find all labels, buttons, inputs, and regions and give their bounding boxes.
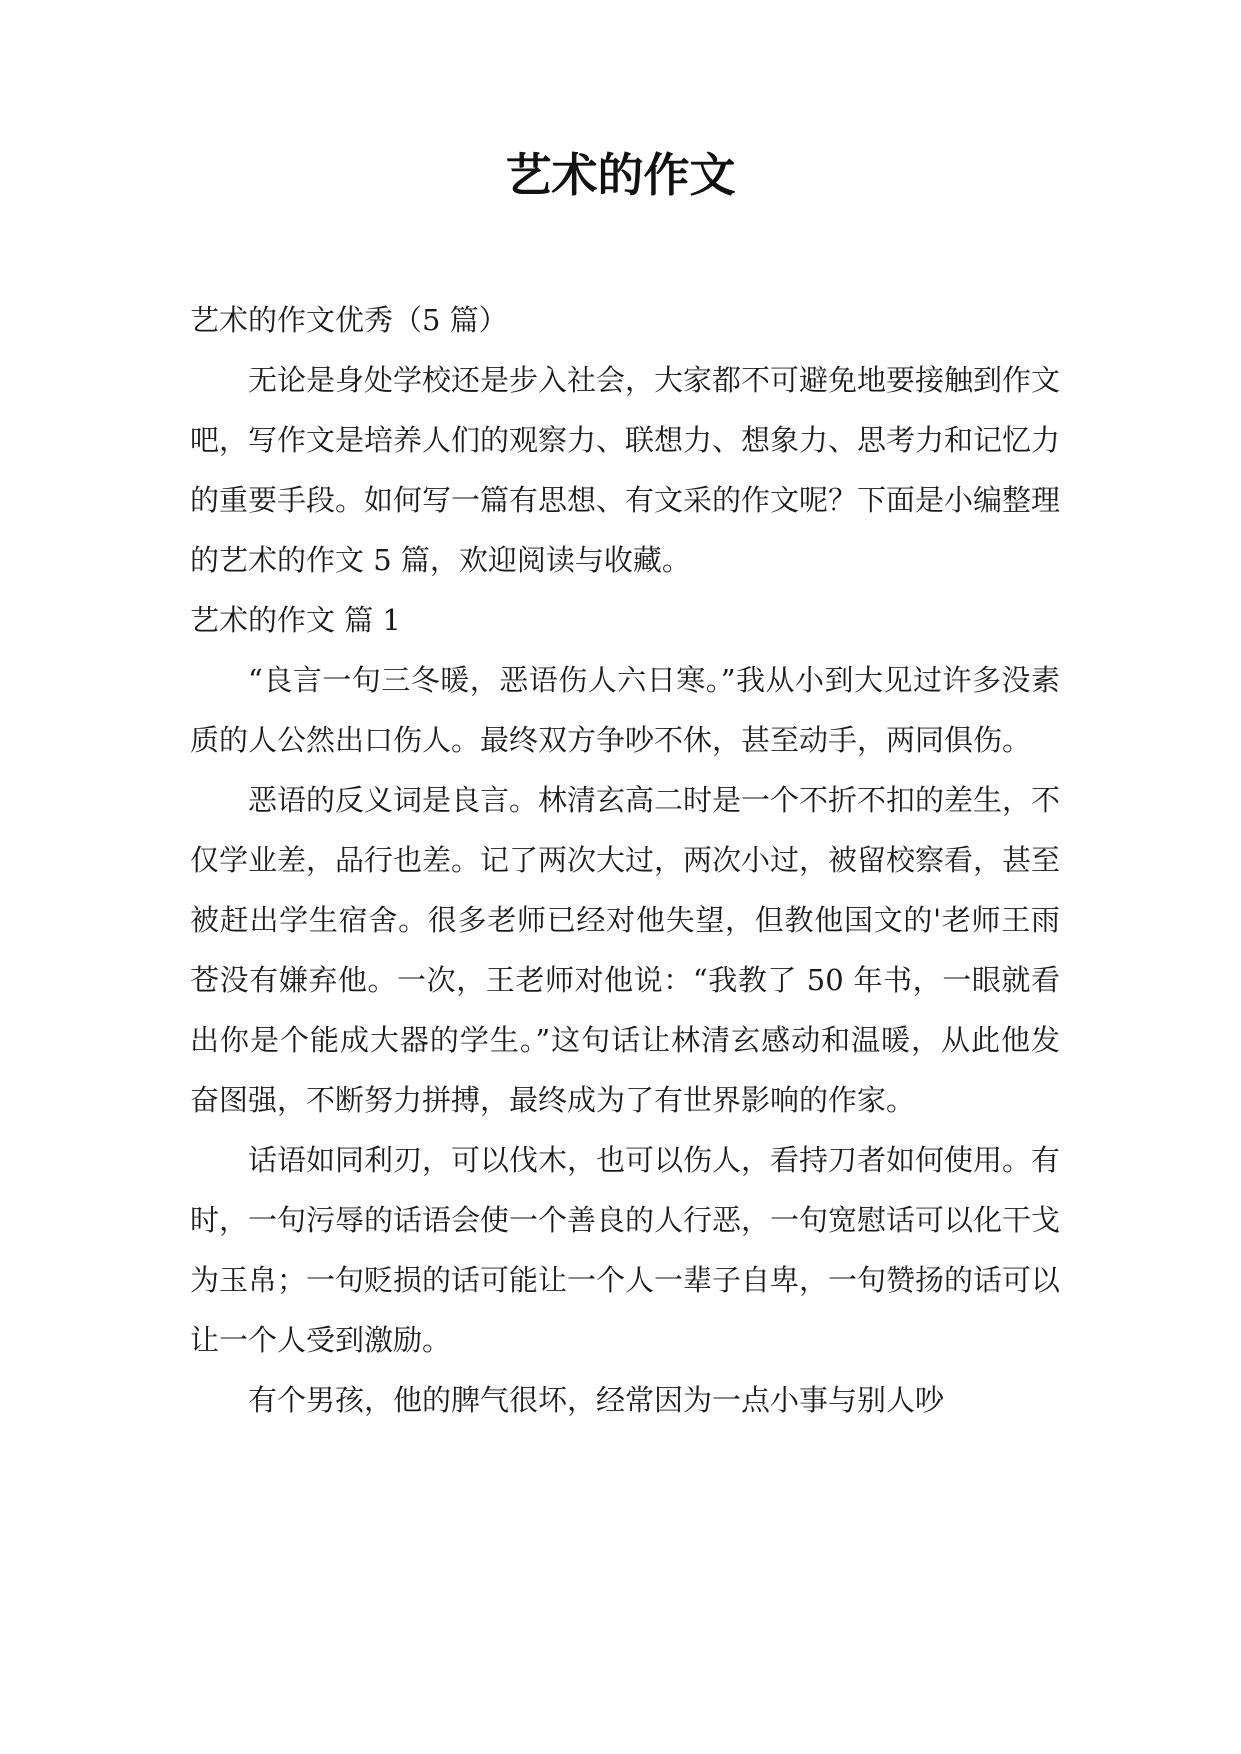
body-paragraph: 话语如同利刃，可以伐木，也可以伤人，看持刀者如何使用。有时，一句污辱的话语会使一个善良的人行恶，一句宽慰话可以化干戈为玉帛；一句贬损的话可能让一个人一辈子自卑，一句赞扬的话可以让一个人受到激励。 — [190, 1143, 1061, 1357]
body-paragraph: 有个男孩，他的脾气很坏，经常因为一点小事与别人吵 — [248, 1383, 945, 1417]
body-paragraph: 恶语的反义词是良言。林清玄高二时是一个不折不扣的差生，不仅学业差，品行也差。记了两次大过，两次小过，被留校察看，甚至被赶出学生宿舍。很多老师已经对他失望，但教他国文的'老师王雨苍没有嫌弃他。一次，王老师对他说：“我教了 50 年书，一眼就看出你是个能成大器的学生。”这句话让林清玄感动和温暖，从此他发奋图强，不断努力拼搏，最终成为了有世界影响的作家。 — [190, 783, 1061, 1117]
intro-paragraph: 无论是身处学校还是步入社会，大家都不可避免地要接触到作文吧，写作文是培养人们的观察力、联想力、想象力、思考力和记忆力的重要手段。如何写一篇有思想、有文采的作文呢？下面是小编整理的艺术的作文 5 篇，欢迎阅读与收藏。 — [190, 363, 1061, 577]
document-title: 艺术的作文 — [505, 148, 736, 202]
section-heading: 艺术的作文优秀（5 篇） — [190, 303, 508, 337]
section-heading: 艺术的作文 篇 1 — [190, 603, 401, 637]
document-body — [190, 290, 1060, 1430]
body-paragraph: “良言一句三冬暖，恶语伤人六日寒。”我从小到大见过许多没素质的人公然出口伤人。最终双方争吵不休，甚至动手，两同俱伤。 — [190, 663, 1060, 757]
